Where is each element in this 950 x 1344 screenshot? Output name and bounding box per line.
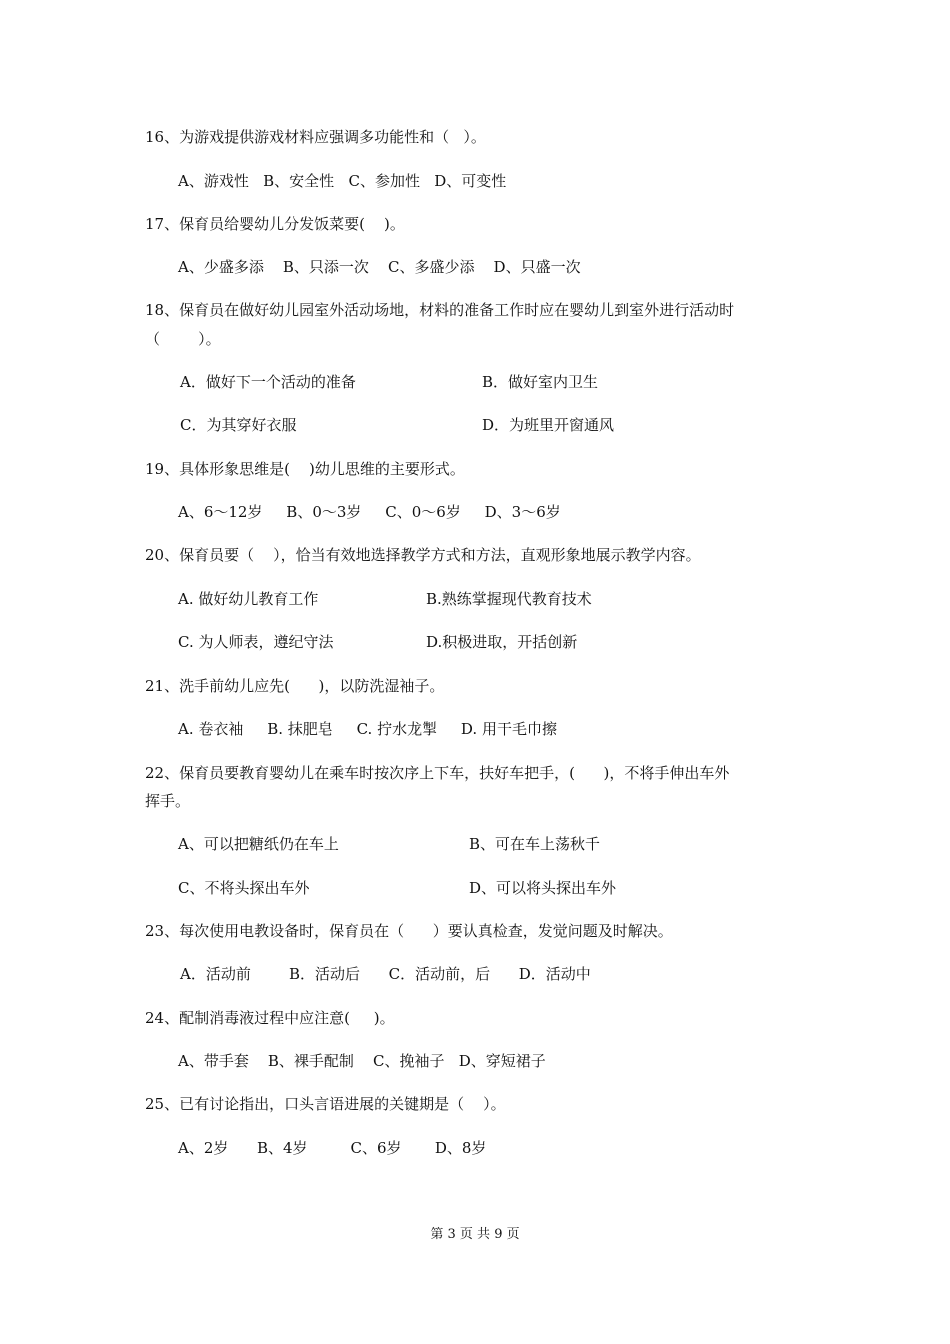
question-22-option-a: A、可以把糖纸仍在车上 [178, 835, 339, 853]
question-20-option-d: D.积极进取，开括创新 [426, 633, 578, 651]
question-22-option-d: D、可以将头探出车外 [469, 879, 617, 897]
question-17-options: A、少盛多添 B、只添一次 C、多盛少添 D、只盛一次 [178, 258, 581, 276]
question-25-stem: 25、已有讨论指出，口头言语进展的关键期是（ ）。 [145, 1095, 506, 1113]
question-19-stem: 19、具体形象思维是( )幼儿思维的主要形式。 [145, 460, 465, 478]
question-18-option-a: A．做好下一个活动的准备 [180, 373, 356, 391]
question-21-stem: 21、洗手前幼儿应先( )，以防洗湿袖子。 [145, 677, 445, 695]
question-16-stem: 16、为游戏提供游戏材料应强调多功能性和（ ）。 [145, 128, 486, 146]
question-20-option-a: A. 做好幼儿教育工作 [178, 590, 319, 608]
question-18-stem-line-1: 18、保育员在做好幼儿园室外活动场地，材料的准备工作时应在婴幼儿到室外进行活动时 [145, 301, 735, 319]
question-22-stem-line-2: 挥手。 [145, 792, 191, 810]
question-16-options: A、游戏性 B、安全性 C、参加性 D、可变性 [178, 172, 507, 190]
question-18-option-b: B．做好室内卫生 [482, 373, 599, 391]
question-24-options: A、带手套 B、裸手配制 C、挽袖子 D、穿短裙子 [178, 1052, 546, 1070]
question-22-option-b: B、可在车上荡秋千 [469, 835, 601, 853]
question-22-stem-line-1: 22、保育员要教育婴幼儿在乘车时按次序上下车，扶好车把手，( )，不将手伸出车外 [145, 764, 730, 782]
question-25-options: A、2岁 B、4岁 C、6岁 D、8岁 [178, 1139, 487, 1157]
question-21-options: A. 卷衣袖 B. 抹肥皂 C. 拧水龙掣 D. 用干毛巾擦 [178, 720, 557, 738]
question-24-stem: 24、配制消毒液过程中应注意( )。 [145, 1009, 395, 1027]
question-17-stem: 17、保育员给婴幼儿分发饭菜要( )。 [145, 215, 405, 233]
question-20-option-b: B.熟练掌握现代教育技术 [426, 590, 592, 608]
question-23-stem: 23、每次使用电教设备时，保育员在（ ）要认真检查，发觉问题及时解决。 [145, 922, 673, 940]
question-20-option-c: C. 为人师表，遵纪守法 [178, 633, 334, 651]
question-18-option-c: C．为其穿好衣服 [180, 416, 297, 434]
question-19-options: A、6～12岁 B、0～3岁 C、0～6岁 D、3～6岁 [178, 503, 561, 521]
question-23-options: A．活动前 B．活动后 C．活动前，后 D．活动中 [180, 965, 591, 983]
question-18-stem-line-2: （ ）。 [145, 330, 221, 348]
question-18-option-d: D．为班里开窗通风 [482, 416, 615, 434]
page-number-footer: 第 3 页 共 9 页 [430, 1227, 520, 1242]
question-20-stem: 20、保育员要（ ），恰当有效地选择教学方式和方法，直观形象地展示教学内容。 [145, 546, 701, 564]
question-22-option-c: C、不将头探出车外 [178, 879, 310, 897]
